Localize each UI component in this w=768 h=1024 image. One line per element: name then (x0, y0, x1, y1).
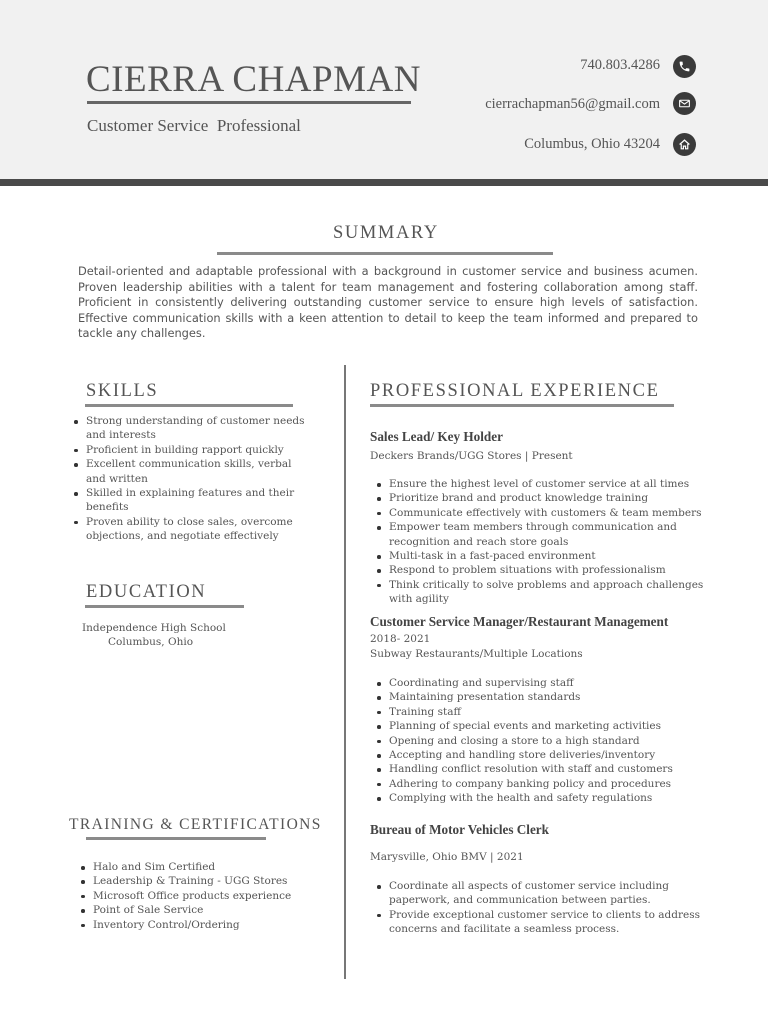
training-rule (86, 837, 266, 840)
education-location: Columbus, Ohio (108, 636, 194, 648)
list-item: Planning of special events and marketing activities (389, 719, 719, 733)
list-item: Skilled in explaining features and their benefits (86, 486, 308, 515)
list-item: Maintaining presentation standards (389, 690, 719, 704)
list-item: Excellent communication skills, verbal and written (86, 457, 308, 486)
list-item: Point of Sale Service (93, 903, 343, 917)
job-bullets (372, 879, 729, 937)
list-item: Think critically to solve problems and approach challenges with agility (389, 578, 719, 607)
list-item: Handling conflict resolution with staff and customers (389, 762, 719, 776)
phone-icon (673, 55, 696, 78)
education-heading: EDUCATION (86, 582, 207, 602)
summary-text: Detail-oriented and adaptable professional with a background in customer service and business acumen. Proven leadership abilities with a talent for team management and fostering collaboration among staff. Proficient in consistently delivering outstanding customer service to ensure high levels of satisfaction. Effective communication skills with a keen attention to detail to keep the team informed and prepared to tackle any challenges. (78, 264, 698, 341)
list-item: Inventory Control/Ordering (93, 918, 343, 932)
experience-heading: PROFESSIONAL EXPERIENCE (370, 381, 660, 401)
summary-rule (217, 252, 553, 255)
list-item: Coordinate all aspects of customer service including paperwork, and communication between parties. (389, 879, 729, 908)
list-item: Empower team members through communication and recognition and reach store goals (389, 520, 719, 549)
list-item: Complying with the health and safety regulations (389, 791, 719, 805)
job-company: Marysville, Ohio BMV | 2021 (370, 851, 524, 863)
list-item: Respond to problem situations with professionalism (389, 563, 719, 577)
list-item: Microsoft Office products experience (93, 889, 343, 903)
list-item: Training staff (389, 705, 719, 719)
candidate-subtitle: Customer Service Professional (87, 116, 301, 135)
envelope-icon (673, 92, 696, 115)
name-underline (87, 101, 411, 104)
candidate-name: CIERRA CHAPMAN (86, 59, 421, 100)
list-item: Halo and Sim Certified (93, 860, 343, 874)
summary-heading: SUMMARY (333, 223, 439, 243)
job-company: Deckers Brands/UGG Stores | Present (370, 450, 573, 462)
job-company: Subway Restaurants/Multiple Locations (370, 648, 583, 660)
list-item: Multi-task in a fast-paced environment (389, 549, 719, 563)
location-text: Columbus, Ohio 43204 (524, 136, 660, 152)
skills-heading: SKILLS (86, 381, 159, 401)
training-heading: TRAINING & CERTIFICATIONS (69, 816, 322, 833)
job-dates: 2018- 2021 (370, 633, 431, 645)
job-bullets (372, 477, 719, 607)
list-item: Provide exceptional customer service to clients to address concerns and facilitate a seamless process. (389, 908, 729, 937)
list-item: Coordinating and supervising staff (389, 676, 719, 690)
list-item: Proficient in building rapport quickly (86, 443, 308, 457)
job-title: Customer Service Manager/Restaurant Management (370, 614, 669, 629)
job-title: Sales Lead/ Key Holder (370, 429, 503, 444)
list-item: Opening and closing a store to a high standard (389, 734, 719, 748)
list-item: Strong understanding of customer needs and interests (86, 414, 308, 443)
experience-rule (370, 404, 674, 407)
list-item: Leadership & Training - UGG Stores (93, 874, 343, 888)
job-title: Bureau of Motor Vehicles Clerk (370, 822, 549, 837)
list-item: Communicate effectively with customers & team members (389, 506, 719, 520)
skills-list (69, 414, 308, 544)
list-item: Accepting and handling store deliveries/inventory (389, 748, 719, 762)
email-text: cierrachapman56@gmail.com (485, 96, 660, 112)
education-school: Independence High School (82, 622, 226, 634)
training-list (76, 860, 343, 932)
list-item: Proven ability to close sales, overcome objections, and negotiate effectively (86, 515, 308, 544)
list-item: Prioritize brand and product knowledge training (389, 491, 719, 505)
skills-rule (85, 404, 293, 407)
list-item: Ensure the highest level of customer service at all times (389, 477, 719, 491)
header-divider (0, 179, 768, 186)
job-bullets (372, 676, 719, 806)
home-icon (673, 133, 696, 156)
education-rule (85, 605, 244, 608)
list-item: Adhering to company banking policy and procedures (389, 777, 719, 791)
column-divider (344, 365, 346, 979)
phone-text: 740.803.4286 (580, 57, 660, 73)
